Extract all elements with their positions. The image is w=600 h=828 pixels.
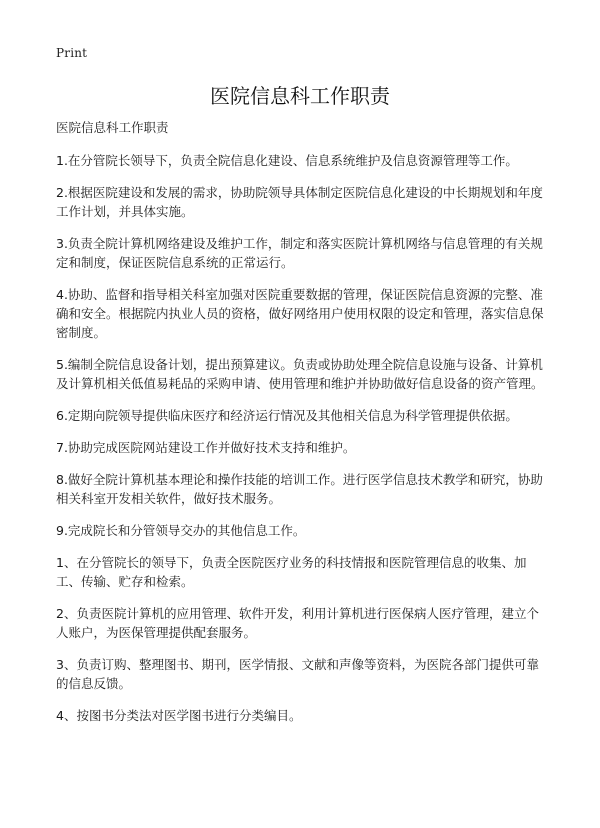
library-item-3: 3、负责订购、整理图书、期刊，医学情报、文献和声像等资料，为医院各部门提供可靠的信息反馈。 [56, 657, 539, 691]
duty-item-3: 3.负责全院计算机网络建设及维护工作，制定和落实医院计算机网络与信息管理的有关规定和制度，保证医院信息系统的正常运行。 [56, 236, 543, 270]
duty-item-2: 2.根据医院建设和发展的需求，协助院领导具体制定医院信息化建设的中长期规划和年度工作计划，并具体实施。 [56, 185, 543, 219]
duty-item-4: 4.协助、监督和指导相关科室加强对医院重要数据的管理，保证医院信息资源的完整、准确和安全。根据院内执业人员的资格，做好网络用户使用权限的设定和管理，落实信息保密制度。 [56, 287, 544, 340]
duty-item-6: 6.定期向院领导提供临床医疗和经济运行情况及其他相关信息为科学管理提供依据。 [56, 408, 518, 423]
library-item-1: 1、在分管院长的领导下，负责全医院医疗业务的科技情报和医院管理信息的收集、加工、传输、贮存和检索。 [56, 555, 527, 589]
library-item-2: 2、负责医院计算机的应用管理、软件开发，利用计算机进行医保病人医疗管理，建立个人账户，为医保管理提供配套服务。 [56, 606, 539, 640]
duty-item-9: 9.完成院长和分管领导交办的其他信息工作。 [56, 523, 306, 538]
duty-item-1: 1.在分管院长领导下，负责全院信息化建设、信息系统维护及信息资源管理等工作。 [56, 153, 518, 168]
document-subtitle: 医院信息科工作职责 [56, 120, 169, 135]
library-item-4: 4、按图书分类法对医学图书进行分类编目。 [56, 708, 302, 723]
duty-item-7: 7.协助完成医院网站建设工作并做好技术支持和维护。 [56, 440, 356, 455]
page-title: 医院信息科工作职责 [210, 84, 390, 108]
duty-item-8: 8.做好全院计算机基本理论和操作技能的培训工作。进行医学信息技术教学和研究，协助相关科室开发相关软件，做好技术服务。 [56, 472, 543, 506]
print-link[interactable]: Print [56, 46, 88, 60]
duty-item-5: 5.编制全院信息设备计划，提出预算建议。负责或协助处理全院信息设施与设备、计算机及计算机相关低值易耗品的采购申请、使用管理和维护并协助做好信息设备的资产管理。 [56, 357, 544, 391]
document-body [56, 118, 546, 738]
